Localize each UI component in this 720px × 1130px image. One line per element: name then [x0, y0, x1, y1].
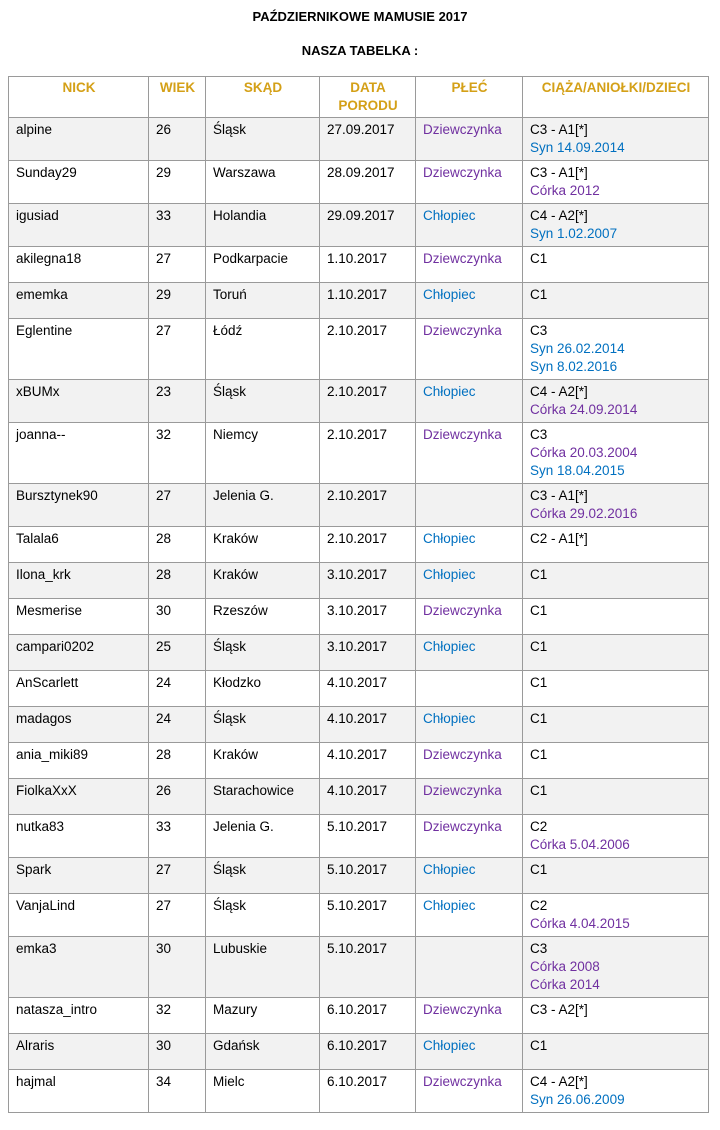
table-row — [9, 635, 709, 671]
cell-due-date: 1.10.2017 — [320, 247, 416, 283]
cell-sex: Chłopiec — [416, 380, 523, 423]
header-sex: PŁEĆ — [416, 77, 523, 118]
cell-age: 29 — [149, 161, 206, 204]
cell-due-date: 5.10.2017 — [320, 937, 416, 998]
cell-pregnancy-info — [523, 484, 709, 527]
cell-nick: akilegna18 — [9, 247, 149, 283]
pregnancy-summary: C3 - A2[*] — [530, 1002, 588, 1017]
cell-sex: Dziewczynka — [416, 599, 523, 635]
cell-due-date: 4.10.2017 — [320, 779, 416, 815]
cell-nick: Sunday29 — [9, 161, 149, 204]
members-table — [8, 76, 709, 1113]
cell-from: Mielc — [206, 1070, 320, 1113]
cell-pregnancy-info — [523, 204, 709, 247]
cell-nick: Spark — [9, 858, 149, 894]
cell-nick: Ilona_krk — [9, 563, 149, 599]
pregnancy-summary: C1 — [530, 251, 548, 266]
cell-due-date: 6.10.2017 — [320, 1034, 416, 1070]
cell-pregnancy-info — [523, 161, 709, 204]
cell-nick: Bursztynek90 — [9, 484, 149, 527]
table-row — [9, 380, 709, 423]
pregnancy-summary: C1 — [530, 711, 548, 726]
table-row — [9, 707, 709, 743]
pregnancy-summary: C1 — [530, 783, 548, 798]
cell-nick: alpine — [9, 118, 149, 161]
cell-nick: VanjaLind — [9, 894, 149, 937]
cell-due-date: 1.10.2017 — [320, 283, 416, 319]
table-row — [9, 118, 709, 161]
cell-pregnancy-info — [523, 743, 709, 779]
cell-sex: Dziewczynka — [416, 161, 523, 204]
cell-age: 28 — [149, 743, 206, 779]
table-row — [9, 319, 709, 380]
cell-nick: FiolkaXxX — [9, 779, 149, 815]
cell-age: 30 — [149, 937, 206, 998]
table-row — [9, 1034, 709, 1070]
cell-pregnancy-info — [523, 858, 709, 894]
cell-sex: Chłopiec — [416, 1034, 523, 1070]
child-entry: Córka 2012 — [530, 183, 600, 198]
pregnancy-summary: C2 - A1[*] — [530, 531, 588, 546]
child-entry: Syn 8.02.2016 — [530, 359, 618, 374]
cell-from: Rzeszów — [206, 599, 320, 635]
cell-due-date: 2.10.2017 — [320, 423, 416, 484]
cell-pregnancy-info — [523, 635, 709, 671]
cell-due-date: 2.10.2017 — [320, 319, 416, 380]
cell-due-date: 5.10.2017 — [320, 858, 416, 894]
cell-nick: ememka — [9, 283, 149, 319]
pregnancy-summary: C1 — [530, 603, 548, 618]
cell-pregnancy-info — [523, 563, 709, 599]
cell-sex: Chłopiec — [416, 527, 523, 563]
cell-age: 26 — [149, 779, 206, 815]
cell-nick: natasza_intro — [9, 998, 149, 1034]
child-entry: Syn 1.02.2007 — [530, 226, 618, 241]
child-entry: Córka 24.09.2014 — [530, 402, 638, 417]
table-row — [9, 283, 709, 319]
cell-from: Kłodzko — [206, 671, 320, 707]
cell-due-date: 2.10.2017 — [320, 527, 416, 563]
pregnancy-summary: C3 - A1[*] — [530, 488, 588, 503]
pregnancy-summary: C2 — [530, 819, 548, 834]
cell-sex: Dziewczynka — [416, 1070, 523, 1113]
child-entry: Córka 20.03.2004 — [530, 445, 638, 460]
pregnancy-summary: C1 — [530, 862, 548, 877]
pregnancy-summary: C3 — [530, 941, 548, 956]
cell-age: 26 — [149, 118, 206, 161]
pregnancy-summary: C1 — [530, 1038, 548, 1053]
cell-age: 32 — [149, 423, 206, 484]
cell-age: 33 — [149, 204, 206, 247]
cell-from: Śląsk — [206, 635, 320, 671]
pregnancy-summary: C3 - A1[*] — [530, 165, 588, 180]
cell-due-date: 4.10.2017 — [320, 743, 416, 779]
cell-sex: Dziewczynka — [416, 779, 523, 815]
page-title: PAŹDZIERNIKOWE MAMUSIE 2017 — [252, 9, 468, 24]
cell-nick: hajmal — [9, 1070, 149, 1113]
table-row — [9, 998, 709, 1034]
cell-from: Śląsk — [206, 380, 320, 423]
table-row — [9, 779, 709, 815]
cell-due-date: 5.10.2017 — [320, 894, 416, 937]
cell-nick: nutka83 — [9, 815, 149, 858]
cell-due-date: 6.10.2017 — [320, 998, 416, 1034]
cell-sex — [416, 484, 523, 527]
header-due-date: DATA PORODU — [320, 77, 416, 118]
cell-sex: Chłopiec — [416, 894, 523, 937]
cell-from: Toruń — [206, 283, 320, 319]
header-nick: NICK — [9, 77, 149, 118]
table-row — [9, 743, 709, 779]
child-entry: Córka 29.02.2016 — [530, 506, 638, 521]
cell-from: Warszawa — [206, 161, 320, 204]
cell-pregnancy-info — [523, 894, 709, 937]
table-row — [9, 484, 709, 527]
cell-from: Śląsk — [206, 707, 320, 743]
cell-from: Gdańsk — [206, 1034, 320, 1070]
cell-age: 27 — [149, 247, 206, 283]
cell-due-date: 4.10.2017 — [320, 707, 416, 743]
cell-age: 24 — [149, 671, 206, 707]
cell-due-date: 29.09.2017 — [320, 204, 416, 247]
cell-from: Kraków — [206, 527, 320, 563]
table-row — [9, 937, 709, 998]
cell-from: Niemcy — [206, 423, 320, 484]
table-row — [9, 423, 709, 484]
pregnancy-summary: C4 - A2[*] — [530, 208, 588, 223]
cell-age: 27 — [149, 484, 206, 527]
cell-sex: Dziewczynka — [416, 815, 523, 858]
cell-from: Starachowice — [206, 779, 320, 815]
cell-nick: Eglentine — [9, 319, 149, 380]
pregnancy-summary: C2 — [530, 898, 548, 913]
cell-pregnancy-info — [523, 815, 709, 858]
cell-from: Mazury — [206, 998, 320, 1034]
cell-from: Śląsk — [206, 894, 320, 937]
pregnancy-summary: C1 — [530, 675, 548, 690]
cell-due-date: 6.10.2017 — [320, 1070, 416, 1113]
cell-due-date: 3.10.2017 — [320, 599, 416, 635]
cell-pregnancy-info — [523, 599, 709, 635]
table-row — [9, 671, 709, 707]
cell-pregnancy-info — [523, 1070, 709, 1113]
child-entry: Córka 2014 — [530, 977, 600, 992]
cell-pregnancy-info — [523, 423, 709, 484]
cell-nick: ania_miki89 — [9, 743, 149, 779]
cell-nick: Talala6 — [9, 527, 149, 563]
cell-from: Holandia — [206, 204, 320, 247]
table-row — [9, 599, 709, 635]
cell-pregnancy-info — [523, 247, 709, 283]
table-row — [9, 858, 709, 894]
cell-from: Kraków — [206, 743, 320, 779]
cell-sex: Dziewczynka — [416, 118, 523, 161]
cell-from: Podkarpacie — [206, 247, 320, 283]
cell-pregnancy-info — [523, 1034, 709, 1070]
cell-nick: Alraris — [9, 1034, 149, 1070]
child-entry: Syn 14.09.2014 — [530, 140, 625, 155]
cell-due-date: 2.10.2017 — [320, 484, 416, 527]
child-entry: Córka 5.04.2006 — [530, 837, 630, 852]
cell-pregnancy-info — [523, 527, 709, 563]
child-entry: Córka 2008 — [530, 959, 600, 974]
cell-due-date: 4.10.2017 — [320, 671, 416, 707]
cell-from: Śląsk — [206, 858, 320, 894]
cell-sex: Dziewczynka — [416, 998, 523, 1034]
pregnancy-summary: C1 — [530, 567, 548, 582]
table-subtitle: NASZA TABELKA : — [301, 43, 419, 58]
pregnancy-summary: C3 — [530, 323, 548, 338]
cell-age: 27 — [149, 894, 206, 937]
table-row — [9, 563, 709, 599]
cell-age: 33 — [149, 815, 206, 858]
cell-pregnancy-info — [523, 671, 709, 707]
pregnancy-summary: C1 — [530, 639, 548, 654]
cell-from: Lubuskie — [206, 937, 320, 998]
cell-age: 30 — [149, 1034, 206, 1070]
child-entry: Córka 4.04.2015 — [530, 916, 630, 931]
cell-age: 28 — [149, 527, 206, 563]
cell-pregnancy-info — [523, 779, 709, 815]
cell-age: 32 — [149, 998, 206, 1034]
cell-pregnancy-info — [523, 380, 709, 423]
cell-due-date: 3.10.2017 — [320, 563, 416, 599]
table-header-row — [9, 77, 709, 118]
cell-sex: Dziewczynka — [416, 319, 523, 380]
header-pregnancy-info: CIĄŻA/ANIOŁKI/DZIECI — [523, 77, 709, 118]
cell-due-date: 3.10.2017 — [320, 635, 416, 671]
cell-nick: igusiad — [9, 204, 149, 247]
header-age: WIEK — [149, 77, 206, 118]
cell-from: Kraków — [206, 563, 320, 599]
table-row — [9, 894, 709, 937]
cell-age: 25 — [149, 635, 206, 671]
cell-sex: Chłopiec — [416, 283, 523, 319]
cell-sex: Dziewczynka — [416, 247, 523, 283]
cell-sex: Chłopiec — [416, 707, 523, 743]
cell-nick: xBUMx — [9, 380, 149, 423]
pregnancy-summary: C1 — [530, 287, 548, 302]
cell-sex: Chłopiec — [416, 204, 523, 247]
table-row — [9, 1070, 709, 1113]
cell-pregnancy-info — [523, 707, 709, 743]
cell-from: Łódź — [206, 319, 320, 380]
cell-pregnancy-info — [523, 118, 709, 161]
cell-nick: AnScarlett — [9, 671, 149, 707]
cell-from: Śląsk — [206, 118, 320, 161]
cell-age: 23 — [149, 380, 206, 423]
pregnancy-summary: C3 — [530, 427, 548, 442]
cell-pregnancy-info — [523, 283, 709, 319]
cell-age: 28 — [149, 563, 206, 599]
cell-due-date: 28.09.2017 — [320, 161, 416, 204]
cell-age: 24 — [149, 707, 206, 743]
child-entry: Syn 26.06.2009 — [530, 1092, 625, 1107]
table-row — [9, 815, 709, 858]
cell-pregnancy-info — [523, 937, 709, 998]
pregnancy-summary: C1 — [530, 747, 548, 762]
cell-age: 30 — [149, 599, 206, 635]
cell-nick: madagos — [9, 707, 149, 743]
cell-sex — [416, 671, 523, 707]
table-row — [9, 247, 709, 283]
cell-from: Jelenia G. — [206, 484, 320, 527]
table-row — [9, 527, 709, 563]
pregnancy-summary: C4 - A2[*] — [530, 384, 588, 399]
cell-age: 34 — [149, 1070, 206, 1113]
header-from: SKĄD — [206, 77, 320, 118]
cell-pregnancy-info — [523, 319, 709, 380]
cell-nick: emka3 — [9, 937, 149, 998]
child-entry: Syn 18.04.2015 — [530, 463, 625, 478]
cell-age: 29 — [149, 283, 206, 319]
cell-sex — [416, 937, 523, 998]
cell-nick: Mesmerise — [9, 599, 149, 635]
cell-sex: Chłopiec — [416, 635, 523, 671]
pregnancy-summary: C3 - A1[*] — [530, 122, 588, 137]
cell-from: Jelenia G. — [206, 815, 320, 858]
table-row — [9, 161, 709, 204]
cell-nick: joanna-- — [9, 423, 149, 484]
cell-sex: Dziewczynka — [416, 743, 523, 779]
cell-pregnancy-info — [523, 998, 709, 1034]
cell-nick: campari0202 — [9, 635, 149, 671]
cell-due-date: 5.10.2017 — [320, 815, 416, 858]
child-entry: Syn 26.02.2014 — [530, 341, 625, 356]
cell-due-date: 27.09.2017 — [320, 118, 416, 161]
cell-sex: Dziewczynka — [416, 423, 523, 484]
cell-due-date: 2.10.2017 — [320, 380, 416, 423]
cell-age: 27 — [149, 319, 206, 380]
pregnancy-summary: C4 - A2[*] — [530, 1074, 588, 1089]
cell-sex: Chłopiec — [416, 563, 523, 599]
cell-sex: Chłopiec — [416, 858, 523, 894]
table-row — [9, 204, 709, 247]
cell-age: 27 — [149, 858, 206, 894]
